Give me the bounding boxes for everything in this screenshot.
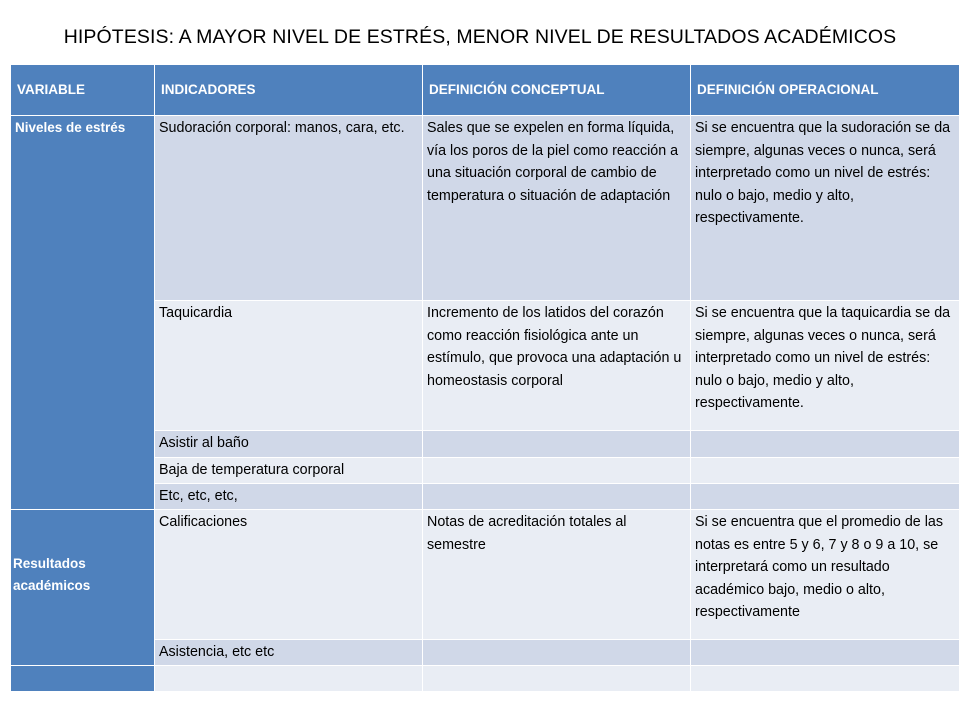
operacional-cell: Si se encuentra que la sudoración se da siempre, algunas veces o nunca, será interpretado como un nivel de estrés: nulo o bajo, medio y alto, respectivamente. <box>691 116 960 301</box>
operacional-cell <box>691 431 960 458</box>
header-definicion-operacional: DEFINICIÓN OPERACIONAL <box>691 65 960 116</box>
variable-resultados-academicos: Resultados académicos <box>11 510 155 666</box>
header-variable: VARIABLE <box>11 65 155 116</box>
indicador-cell: Baja de temperatura corporal <box>155 458 423 484</box>
header-row <box>11 65 960 116</box>
conceptual-cell <box>423 484 691 510</box>
hypothesis-table <box>10 64 960 692</box>
variable-empty-cell <box>11 666 155 692</box>
conceptual-cell: Notas de acreditación totales al semestre <box>423 510 691 640</box>
indicador-cell: Sudoración corporal: manos, cara, etc. <box>155 116 423 301</box>
variable-niveles-de-estres: Niveles de estrés <box>11 116 155 510</box>
operacional-cell <box>691 640 960 666</box>
conceptual-cell: Incremento de los latidos del corazón como reacción fisiológica ante un estímulo, que provoca una adaptación u homeostasis corporal <box>423 301 691 431</box>
indicador-cell: Asistencia, etc etc <box>155 640 423 666</box>
indicador-cell <box>155 666 423 692</box>
operacional-cell: Si se encuentra que el promedio de las notas es entre 5 y 6, 7 y 8 o 9 a 10, se interpretará como un resultado académico bajo, medio o alto, respectivamente <box>691 510 960 640</box>
operacional-cell <box>691 484 960 510</box>
conceptual-cell <box>423 666 691 692</box>
table-row-empty <box>11 666 960 692</box>
indicador-cell: Etc, etc, etc, <box>155 484 423 510</box>
page-title: HIPÓTESIS: A MAYOR NIVEL DE ESTRÉS, MENOR NIVEL DE RESULTADOS ACADÉMICOS <box>63 26 897 48</box>
indicador-cell: Asistir al baño <box>155 431 423 458</box>
header-indicadores: INDICADORES <box>155 65 423 116</box>
operacional-cell: Si se encuentra que la taquicardia se da siempre, algunas veces o nunca, será interpretado como un nivel de estrés: nulo o bajo, medio y alto, respectivamente. <box>691 301 960 431</box>
conceptual-cell <box>423 640 691 666</box>
operacional-cell <box>691 458 960 484</box>
operacional-cell <box>691 666 960 692</box>
indicador-cell: Taquicardia <box>155 301 423 431</box>
conceptual-cell <box>423 431 691 458</box>
table-row <box>11 116 960 301</box>
indicador-cell: Calificaciones <box>155 510 423 640</box>
conceptual-cell <box>423 458 691 484</box>
header-definicion-conceptual: DEFINICIÓN CONCEPTUAL <box>423 65 691 116</box>
conceptual-cell: Sales que se expelen en forma líquida, vía los poros de la piel como reacción a una situación corporal de cambio de temperatura o situación de adaptación <box>423 116 691 301</box>
table-row <box>11 510 960 640</box>
